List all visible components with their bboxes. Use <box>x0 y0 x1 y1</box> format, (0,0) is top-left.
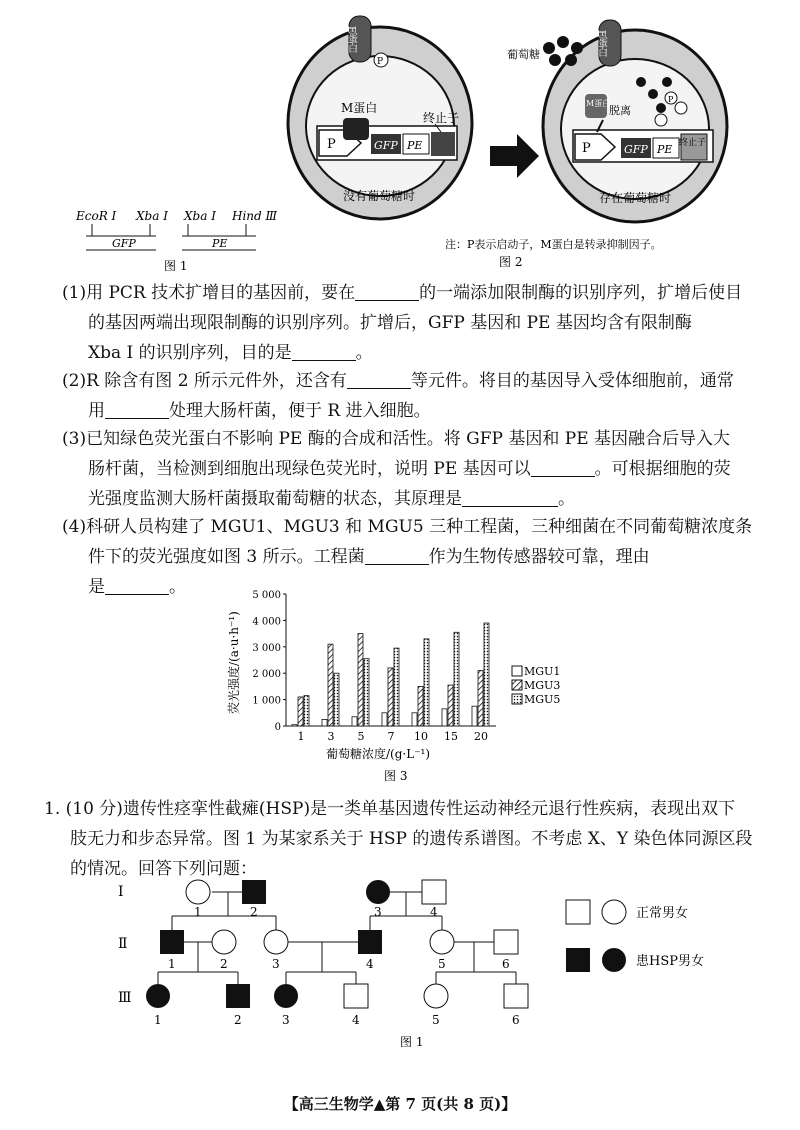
pedigree-II-4-num: 4 <box>366 957 374 971</box>
bar-mgu5-3 <box>334 673 339 726</box>
pedigree-II-2 <box>212 930 236 954</box>
q1-text-b: 的一端添加限制酶的识别序列，扩增后使目 <box>419 283 743 303</box>
bar-mgu1-5 <box>352 717 357 726</box>
terminator-block-left <box>431 132 455 156</box>
y-axis-label: 荧光强度/(a·u·h⁻¹) <box>227 611 241 714</box>
pedigree-II-3 <box>264 930 288 954</box>
pedigree-caption: 图 1 <box>400 1035 424 1049</box>
y-tick-label: 5 000 <box>252 590 281 601</box>
x-tick-label: 1 <box>297 730 305 743</box>
y-tick-label: 0 <box>274 722 281 733</box>
legend-swatch-mgu1 <box>512 666 522 676</box>
y-tick-label: 1 000 <box>252 695 281 707</box>
phos-right: P <box>668 95 674 104</box>
q2-text-d: 处理大肠杆菌，便于 R 进入细胞。 <box>169 401 431 421</box>
pedigree-I-2-num: 2 <box>250 905 258 919</box>
phos-left: P <box>377 57 384 67</box>
q3-text-d: 。 <box>558 489 575 509</box>
gfp-label-right: GFP <box>624 143 648 156</box>
terminator-label-right: 终止子 <box>679 138 707 148</box>
x-tick-label: 3 <box>327 730 335 743</box>
bar-mgu3-7 <box>388 668 393 726</box>
ecori-label: EcoR Ⅰ <box>76 209 117 223</box>
x-axis-label: 葡萄糖浓度/(g·L⁻¹) <box>326 747 431 761</box>
q2-text-c: 用 <box>88 401 105 421</box>
q2-text-b: 等元件。将目的基因导入受体细胞前，通常 <box>410 371 734 391</box>
legend-swatch-mgu3 <box>512 680 522 690</box>
q4-text-d: 。 <box>169 577 186 597</box>
pedigree-III-4-num: 4 <box>352 1013 360 1027</box>
gen-label-1: Ⅰ <box>118 884 124 900</box>
m-protein-block-left <box>343 118 369 140</box>
q3-text-b: 。可根据细胞的荧 <box>594 459 731 479</box>
bar-mgu3-20 <box>478 671 483 726</box>
x-tick-label: 15 <box>444 730 458 743</box>
q1-text-d: 。 <box>355 343 373 363</box>
pedigree-I-1-num: 1 <box>194 905 202 919</box>
y-tick-label: 3 000 <box>252 642 281 654</box>
pe-label-left: PE <box>407 139 423 152</box>
bar-mgu5-5 <box>364 659 369 726</box>
terminator-label-left: 终止子 <box>423 111 460 125</box>
glucose-label: 葡萄糖 <box>507 48 540 61</box>
hsp-text-line1: 1. (10 分)遗传性痉挛性截瘫(HSP)是一类单基因遗传性运动神经元退行性疾病，表现出双下 <box>44 799 736 819</box>
pedigree-III-1 <box>146 984 170 1008</box>
legend-mgu1: MGU1 <box>524 665 561 678</box>
gen-label-2: Ⅱ <box>118 936 128 952</box>
legend-affected-text: 患HSP男女 <box>636 954 704 969</box>
x-tick-label: 7 <box>387 730 395 743</box>
q3-text-line1: (3)已知绿色荧光蛋白不影响 PE 酶的合成和活性。将 GFP 基因和 PE 基因融合后导入大 <box>62 429 731 449</box>
pedigree-I-1 <box>186 880 210 904</box>
page-footer: 【高三生物学▲第 7 页(共 8 页)】 <box>283 1095 517 1113</box>
pedigree-I-4 <box>422 880 446 904</box>
figure-3-chart <box>216 584 576 794</box>
gfp-gene-label: GFP <box>112 237 136 250</box>
legend-swatch-mgu5 <box>512 694 522 704</box>
pedigree-III-2-num: 2 <box>234 1013 242 1027</box>
q4-text-a: 件下的荧光强度如图 3 所示。工程菌 <box>88 547 365 567</box>
pedigree-III-5 <box>424 984 448 1008</box>
legend-normal-female <box>602 900 626 924</box>
q4-text-line1: (4)科研人员构建了 MGU1、MGU3 和 MGU5 三种工程菌，三种细菌在不同葡萄糖浓度条 <box>62 517 753 537</box>
pedigree-II-1-num: 1 <box>168 957 176 971</box>
legend-mgu3: MGU3 <box>524 679 561 692</box>
pedigree-II-6 <box>494 930 518 954</box>
bar-mgu1-15 <box>442 709 447 726</box>
x-tick-label: 20 <box>474 730 488 743</box>
pedigree-III-3 <box>274 984 298 1008</box>
pedigree-I-2 <box>242 880 266 904</box>
legend-affected-female <box>602 948 626 972</box>
promoter-label-right: P <box>582 141 591 156</box>
pedigree-II-5-num: 5 <box>438 957 446 971</box>
bar-mgu3-15 <box>448 685 453 726</box>
q4-blank-1[interactable] <box>365 546 429 565</box>
q3-blank-2[interactable] <box>462 488 558 507</box>
bar-mgu5-1 <box>304 696 309 726</box>
question-2 <box>62 366 762 426</box>
bar-mgu5-7 <box>394 648 399 726</box>
pedigree-III-6-num: 6 <box>512 1013 520 1027</box>
y-tick-label: 4 000 <box>252 616 281 628</box>
pedigree-III-3-num: 3 <box>282 1013 290 1027</box>
bar-mgu5-10 <box>424 639 429 726</box>
q2-text-a: (2)R 除含有图 2 所示元件外，还含有 <box>62 371 347 391</box>
figure-2-caption: 图 2 <box>499 255 523 269</box>
bar-mgu5-15 <box>454 632 459 726</box>
pe-label-right: PE <box>657 143 673 156</box>
detach-label: 脱离 <box>609 104 631 117</box>
pedigree-III-2 <box>226 984 250 1008</box>
legend-affected-male <box>566 948 590 972</box>
pedigree-II-1 <box>160 930 184 954</box>
bar-mgu3-3 <box>328 644 333 726</box>
legend-normal-male <box>566 900 590 924</box>
figure-2 <box>285 8 755 270</box>
x-tick-label: 5 <box>357 730 365 743</box>
figure-2-note: 注：P表示启动子，M蛋白是转录抑制因子。 <box>445 238 662 251</box>
bar-mgu1-10 <box>412 713 417 726</box>
xbai-label-1: Xba Ⅰ <box>136 209 168 223</box>
q4-text-b: 作为生物传感器较可靠，理由 <box>428 547 650 567</box>
pe-gene-label: PE <box>212 237 228 250</box>
pedigree-I-3-num: 3 <box>374 905 382 919</box>
q4-blank-2[interactable] <box>105 576 169 595</box>
pedigree-I-4-num: 4 <box>430 905 438 919</box>
bar-mgu1-20 <box>472 706 477 726</box>
hsp-text-line3: 的情况。回答下列问题： <box>70 859 257 879</box>
e-protein-label-left: E蛋白 <box>345 26 357 54</box>
q3-blank-1[interactable] <box>531 458 595 477</box>
pedigree-II-3-num: 3 <box>272 957 280 971</box>
transition-arrow <box>490 134 539 178</box>
pedigree-III-4 <box>344 984 368 1008</box>
q3-text-c: 光强度监测大肠杆菌摄取葡萄糖的状态，其原理是 <box>88 489 462 509</box>
question-1 <box>62 278 762 368</box>
legend-normal-text: 正常男女 <box>636 906 689 921</box>
bar-mgu3-5 <box>358 634 363 726</box>
bar-mgu1-3 <box>322 719 327 726</box>
q4-text-c: 是 <box>88 577 105 597</box>
pedigree-III-6 <box>504 984 528 1008</box>
pedigree-II-5 <box>430 930 454 954</box>
q3-text-a: 肠杆菌，当检测到细胞出现绿色荧光时，说明 PE 基因可以 <box>88 459 531 479</box>
bar-mgu3-1 <box>298 697 303 726</box>
figure-1 <box>76 206 306 276</box>
figure-3-caption: 图 3 <box>384 769 408 783</box>
q2-blank-2[interactable] <box>105 400 169 419</box>
pedigree-III-1-num: 1 <box>154 1013 162 1027</box>
e-protein-label-right: E蛋白 <box>595 30 607 58</box>
q1-text-c: Xba Ⅰ 的识别序列，目的是 <box>88 343 292 363</box>
right-cell-caption: 存在葡萄糖时 <box>599 191 672 205</box>
gfp-label-left: GFP <box>374 139 398 152</box>
pedigree-chart <box>100 866 740 1056</box>
q1-text-a: (1)用 PCR 技术扩增目的基因前，要在 <box>62 283 356 303</box>
x-tick-label: 10 <box>414 730 428 743</box>
pedigree-I-3 <box>366 880 390 904</box>
pedigree-II-6-num: 6 <box>502 957 510 971</box>
hsp-text-line2: 肢无力和步态异常。图 1 为某家系关于 HSP 的遗传系谱图。不考虑 X、Y 染色体同源区段 <box>70 829 753 849</box>
q1-blank-2[interactable] <box>292 342 356 361</box>
left-cell-caption: 没有葡萄糖时 <box>343 189 416 203</box>
bar-mgu3-10 <box>418 686 423 726</box>
question-3 <box>62 424 762 514</box>
pedigree-II-4 <box>358 930 382 954</box>
bar-mgu1-1 <box>292 725 297 726</box>
hindiii-label: Hind Ⅲ <box>232 209 278 223</box>
y-tick-label: 2 000 <box>252 669 281 681</box>
bar-mgu5-20 <box>484 623 489 726</box>
legend-mgu5: MGU5 <box>524 693 561 706</box>
figure-1-caption: 图 1 <box>164 259 188 273</box>
q1-blank-1[interactable] <box>355 282 419 301</box>
bar-mgu1-7 <box>382 713 387 726</box>
m-protein-label-right: M蛋白 <box>586 99 611 108</box>
gen-label-3: Ⅲ <box>118 990 132 1006</box>
xbai-label-2: Xba Ⅰ <box>184 209 216 223</box>
promoter-label-left: P <box>327 137 336 152</box>
m-protein-label-left: M蛋白 <box>341 101 378 115</box>
pedigree-II-2-num: 2 <box>220 957 228 971</box>
q2-blank-1[interactable] <box>347 370 411 389</box>
q1-text-line2: 的基因两端出现限制酶的识别序列。扩增后，GFP 基因和 PE 基因均含有限制酶 <box>88 313 692 333</box>
pedigree-III-5-num: 5 <box>432 1013 440 1027</box>
